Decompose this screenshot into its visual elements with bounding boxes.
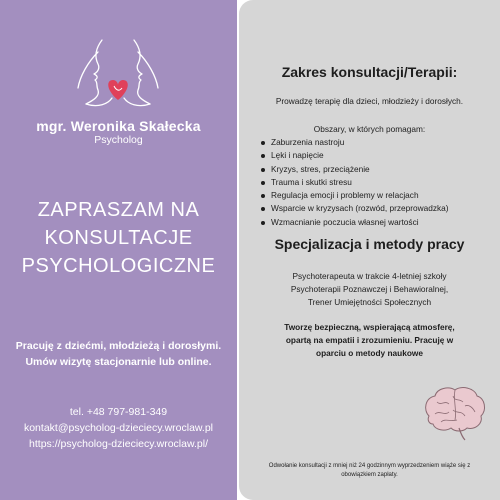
list-item: Lęki i napięcie: [259, 149, 495, 162]
brain-icon: [419, 382, 489, 442]
areas-title: Obszary, w których pomagam:: [313, 124, 426, 134]
right-panel: [239, 0, 500, 500]
scope-intro: Prowadzę terapię dla dzieci, młodzieży i dorosłych.: [275, 96, 464, 106]
phone-number[interactable]: tel. +48 797-981-349: [69, 406, 168, 418]
specialization-text: [239, 270, 500, 309]
headline-line: ZAPRASZAM NA: [37, 199, 200, 221]
headline-line: PSYCHOLOGICZNE: [21, 255, 216, 277]
list-item: Zaburzenia nastroju: [259, 136, 495, 149]
psychologist-role: Psycholog: [94, 134, 143, 146]
list-item: Wsparcie w kryzysach (rozwód, przeprowadzka): [259, 202, 495, 215]
headline-line: KONSULTACJE: [44, 227, 193, 249]
list-item: Wzmacnianie poczucia własnej wartości: [259, 216, 495, 229]
approach-text: [239, 321, 500, 360]
invitation-headline: [6, 196, 231, 280]
list-item: Kryzys, stres, przeciążenie: [259, 163, 495, 176]
approach-line: opartą na empatii i zrozumieniu. Pracuję w: [285, 335, 454, 345]
work-line: Umów wizytę stacjonarnie lub online.: [25, 356, 212, 368]
left-panel: [0, 0, 237, 500]
contact-info: [0, 404, 237, 452]
specialization-line: Trener Umiejętności Społecznych: [307, 297, 432, 307]
approach-line: Tworzę bezpieczną, wspierającą atmosferę,: [284, 322, 455, 332]
faces-with-heart-icon: [58, 38, 178, 110]
list-item: Regulacja emocji i problemy w relacjach: [259, 189, 495, 202]
cancellation-note: [239, 462, 500, 480]
cancellation-line: Odwołanie konsultacji z mniej niż 24 godzinnym wyprzedzeniem wiąże się z: [268, 463, 471, 469]
specialization-title: Specjalizacja i metody pracy: [274, 236, 465, 252]
list-item: Trauma i skutki stresu: [259, 176, 495, 189]
cancellation-line: obowiązkiem zapłaty.: [341, 472, 398, 478]
specialization-line: Psychoterapeuta w trakcie 4-letniej szkoły: [292, 271, 447, 281]
work-line: Pracuję z dziećmi, młodzieżą i dorosłymi.: [15, 340, 222, 352]
scope-title: Zakres konsultacji/Terapii:: [281, 64, 458, 80]
psychologist-name: mgr. Weronika Skałecka: [36, 118, 201, 134]
specialization-line: Psychoterapii Poznawczej i Behawioralnej,: [290, 284, 449, 294]
approach-line: oparciu o metody naukowe: [316, 348, 423, 358]
email-address[interactable]: kontakt@psycholog-dzieciecy.wroclaw.pl: [23, 422, 214, 434]
website-link[interactable]: https://psycholog-dzieciecy.wroclaw.pl/: [29, 438, 208, 450]
areas-list: [259, 136, 495, 229]
work-info: [0, 338, 237, 370]
